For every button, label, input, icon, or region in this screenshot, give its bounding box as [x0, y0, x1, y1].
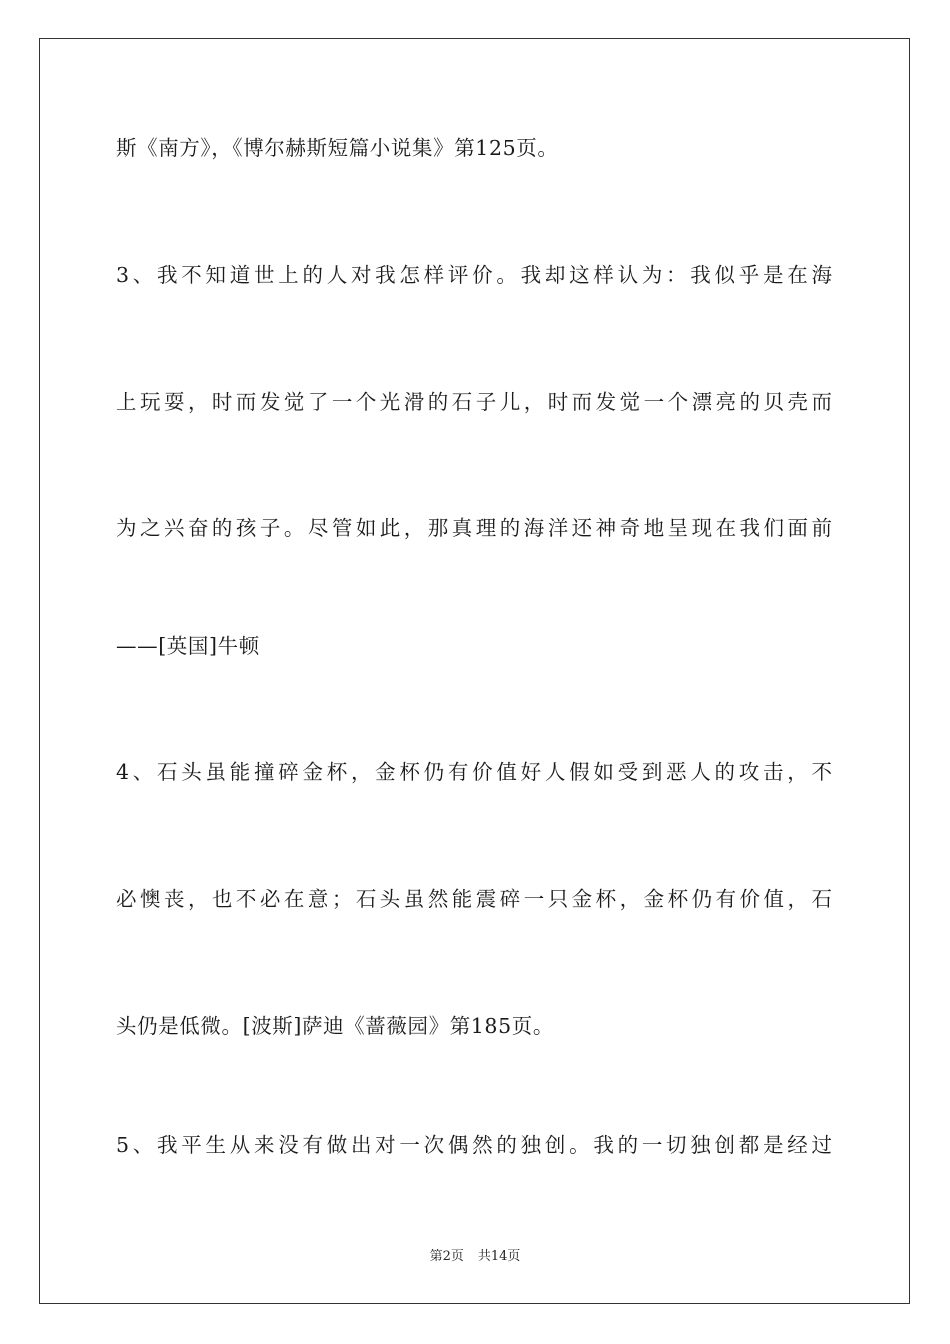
text-line-2: 3、我不知道世上的人对我怎样评价。我却这样认为：我似乎是在海	[116, 263, 832, 287]
text-line-5: ——[英国]牛顿	[116, 634, 260, 658]
text-line-8: 头仍是低微。[波斯]萨迪《蔷薇园》第185页。	[116, 1014, 554, 1038]
text-line-3: 上玩耍，时而发觉了一个光滑的石子儿，时而发觉一个漂亮的贝壳而	[116, 390, 832, 414]
text-line-6: 4、石头虽能撞碎金杯，金杯仍有价值好人假如受到恶人的攻击，不	[116, 760, 832, 784]
text-line-1: 斯《南方》，《博尔赫斯短篇小说集》第125页。	[116, 136, 559, 160]
page-border	[39, 38, 910, 1304]
text-line-4: 为之兴奋的孩子。尽管如此，那真理的海洋还神奇地呈现在我们面前	[116, 516, 832, 540]
page-footer	[0, 1248, 950, 1266]
text-line-7: 必懊丧，也不必在意；石头虽然能震碎一只金杯，金杯仍有价值，石	[116, 887, 832, 911]
text-line-9: 5、我平生从来没有做出对一次偶然的独创。我的一切独创都是经过	[116, 1133, 832, 1157]
page-total: 共14页	[477, 1249, 521, 1264]
page-number: 第2页	[429, 1249, 464, 1264]
